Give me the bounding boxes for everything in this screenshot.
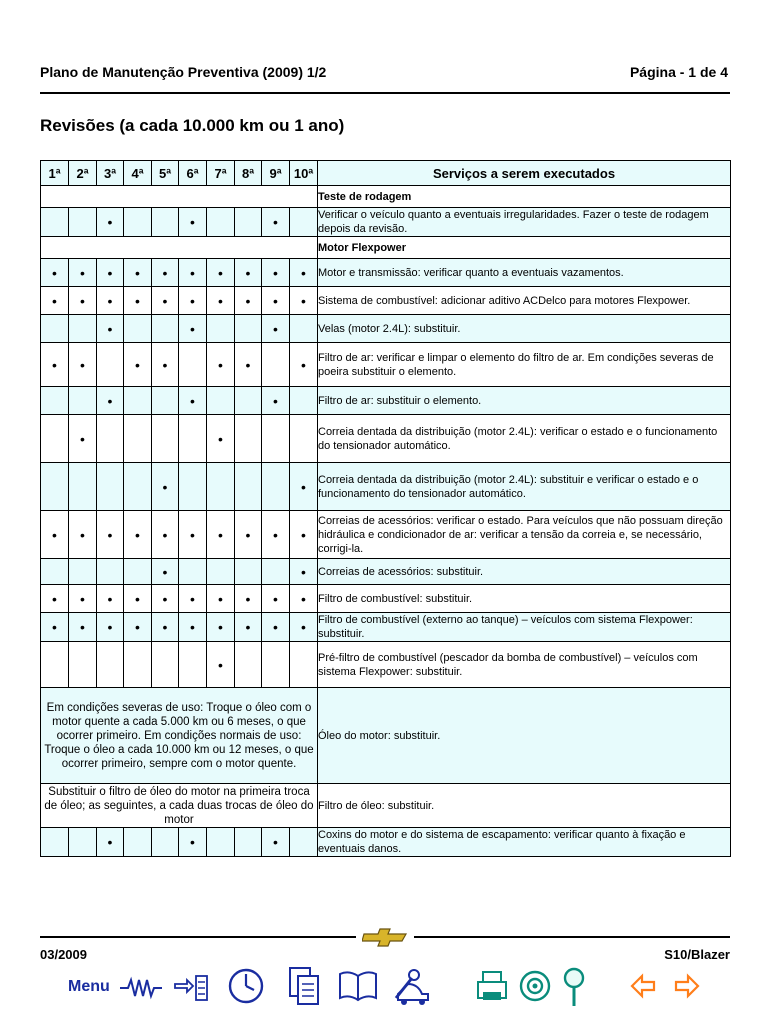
revision-cell-empty: [290, 642, 318, 688]
revision-cell-empty: [97, 343, 124, 387]
section-title: Teste de rodagem: [318, 186, 731, 208]
revision-cell-empty: [41, 387, 69, 415]
revision-mark: •: [124, 343, 152, 387]
revision-mark: •: [235, 585, 262, 613]
revision-cell-empty: [262, 343, 290, 387]
section-title: Motor Flexpower: [318, 237, 731, 259]
revision-cell-empty: [124, 415, 152, 463]
revision-mark: •: [235, 343, 262, 387]
revision-mark: •: [179, 208, 207, 237]
revision-mark: •: [69, 613, 97, 642]
revision-mark: •: [41, 287, 69, 315]
revision-cell-empty: [124, 208, 152, 237]
footer-date: 03/2009: [40, 947, 87, 962]
revision-cell-empty: [69, 642, 97, 688]
revision-mark: •: [262, 828, 290, 857]
revision-mark: •: [262, 208, 290, 237]
revision-mark: •: [262, 613, 290, 642]
revision-mark: •: [179, 511, 207, 559]
revision-cell-empty: [262, 415, 290, 463]
table-row: [41, 613, 731, 642]
service-description: Óleo do motor: substituir.: [318, 688, 731, 784]
header-divider: [40, 92, 730, 94]
table-row: [41, 642, 731, 688]
documents-icon[interactable]: [284, 962, 324, 1010]
revision-mark: •: [124, 259, 152, 287]
printer-icon[interactable]: [474, 962, 510, 1010]
service-description: Sistema de combustível: adicionar aditivo ACDelco para motores Flexpower.: [318, 287, 731, 315]
revision-mark: •: [262, 315, 290, 343]
table-row: [41, 585, 731, 613]
services-column-header: Serviços a serem executados: [318, 161, 731, 186]
revision-cell-empty: [41, 463, 69, 511]
revision-cell-empty: [41, 208, 69, 237]
service-description: Filtro de ar: verificar e limpar o elemento do filtro de ar. Em condições severas de poeira substituir o elemento.: [318, 343, 731, 387]
service-description: Filtro de combustível: substituir.: [318, 585, 731, 613]
revision-cell-empty: [207, 828, 235, 857]
table-row: [41, 287, 731, 315]
service-description: Motor e transmissão: verificar quanto a eventuais vazamentos.: [318, 259, 731, 287]
revision-mark: •: [97, 585, 124, 613]
revision-mark: •: [207, 343, 235, 387]
revision-cell-empty: [290, 208, 318, 237]
revision-mark: •: [152, 259, 179, 287]
revision-mark: •: [124, 287, 152, 315]
revision-mark: •: [97, 315, 124, 343]
revision-cell-empty: [69, 559, 97, 585]
table-header-row: [41, 161, 731, 186]
service-description: Verificar o veículo quanto a eventuais irregularidades. Fazer o teste de rodagem depois da revisão.: [318, 208, 731, 237]
revision-cell-empty: [124, 559, 152, 585]
revision-cell-empty: [124, 828, 152, 857]
revision-cell-empty: [235, 315, 262, 343]
revision-mark: •: [152, 343, 179, 387]
table-row: [41, 387, 731, 415]
revision-mark: •: [124, 511, 152, 559]
revision-mark: •: [290, 343, 318, 387]
revision-cell-empty: [152, 828, 179, 857]
revision-cell-empty: [41, 315, 69, 343]
revision-mark: •: [235, 511, 262, 559]
revision-cell-empty: [41, 559, 69, 585]
revision-mark: •: [290, 511, 318, 559]
revision-mark: •: [179, 613, 207, 642]
revision-cell-empty: [97, 559, 124, 585]
service-note: Substituir o filtro de óleo do motor na primeira troca de óleo; as seguintes, a cada duas trocas de óleo do motor: [41, 784, 318, 828]
revision-mark: •: [290, 613, 318, 642]
table-row: [41, 315, 731, 343]
section-row: [41, 237, 731, 259]
revision-mark: •: [262, 387, 290, 415]
revision-mark: •: [179, 287, 207, 315]
revision-mark: •: [124, 585, 152, 613]
revision-mark: •: [69, 287, 97, 315]
revision-cell-empty: [179, 463, 207, 511]
revision-mark: •: [152, 613, 179, 642]
revision-mark: •: [262, 511, 290, 559]
table-row: [41, 259, 731, 287]
revision-mark: •: [69, 585, 97, 613]
table-row: [41, 828, 731, 857]
revision-mark: •: [262, 287, 290, 315]
pointing-hand-document-icon[interactable]: [172, 962, 210, 1010]
column-header-7: 7ª: [207, 161, 235, 186]
revision-mark: •: [152, 585, 179, 613]
revision-cell-empty: [290, 387, 318, 415]
column-header-5: 5ª: [152, 161, 179, 186]
revision-cell-empty: [207, 315, 235, 343]
revision-cell-empty: [124, 463, 152, 511]
column-header-2: 2ª: [69, 161, 97, 186]
revision-cell-empty: [235, 642, 262, 688]
revision-cell-empty: [152, 642, 179, 688]
revision-cell-empty: [290, 828, 318, 857]
revision-cell-empty: [290, 415, 318, 463]
revision-cell-empty: [207, 208, 235, 237]
column-header-8: 8ª: [235, 161, 262, 186]
revision-mark: •: [97, 287, 124, 315]
revision-cell-empty: [207, 463, 235, 511]
revision-mark: •: [97, 387, 124, 415]
page-number: Página - 1 de 4: [629, 64, 728, 80]
revision-cell-empty: [235, 208, 262, 237]
revision-mark: •: [97, 259, 124, 287]
revision-mark: •: [290, 259, 318, 287]
revision-mark: •: [262, 259, 290, 287]
revision-mark: •: [41, 259, 69, 287]
service-description: Correias de acessórios: verificar o estado. Para veículos que não possuam direção hidráulica e condicionador de ar: verificar a tensão da correia e, se necessário, corrigi-la.: [318, 511, 731, 559]
revision-cell-empty: [124, 387, 152, 415]
service-description: Filtro de ar: substituir o elemento.: [318, 387, 731, 415]
revision-mark: •: [290, 559, 318, 585]
table-row: [41, 559, 731, 585]
revision-cell-empty: [41, 828, 69, 857]
revision-mark: •: [179, 585, 207, 613]
revision-mark: •: [179, 387, 207, 415]
revision-mark: •: [97, 613, 124, 642]
revision-cell-empty: [69, 463, 97, 511]
column-header-10: 10ª: [290, 161, 318, 186]
revision-cell-empty: [152, 315, 179, 343]
revision-cell-empty: [179, 559, 207, 585]
eye-icon[interactable]: [518, 962, 552, 1010]
revision-cell-empty: [124, 315, 152, 343]
revision-mark: •: [69, 511, 97, 559]
revision-mark: •: [41, 511, 69, 559]
revision-mark: •: [235, 287, 262, 315]
revision-mark: •: [124, 613, 152, 642]
revision-cell-empty: [235, 415, 262, 463]
service-description: Correia dentada da distribuição (motor 2.4L): verificar o estado e o funcionamento do tensionador automático.: [318, 415, 731, 463]
revision-cell-empty: [124, 642, 152, 688]
note-row: [41, 688, 731, 784]
service-description: Correias de acessórios: substituir.: [318, 559, 731, 585]
revision-mark: •: [179, 315, 207, 343]
revision-cell-empty: [179, 415, 207, 463]
note-row: [41, 784, 731, 828]
revision-cell-empty: [152, 387, 179, 415]
revision-mark: •: [235, 613, 262, 642]
chevrolet-bowtie-logo: [362, 926, 408, 948]
revision-cell-empty: [69, 315, 97, 343]
column-header-3: 3ª: [97, 161, 124, 186]
revision-cell-empty: [41, 642, 69, 688]
menu-link[interactable]: Menu: [68, 978, 110, 995]
service-note: Em condições severas de uso: Troque o óleo com o motor quente a cada 5.000 km ou 6 meses, o que ocorrer primeiro. Em condições normais de uso: Troque o óleo a cada 10.000 km ou 12 meses, o que ocorrer primeiro, sempre com o motor quente.: [41, 688, 318, 784]
revision-mark: •: [97, 208, 124, 237]
revision-mark: •: [179, 828, 207, 857]
column-header-1: 1ª: [41, 161, 69, 186]
revision-mark: •: [152, 287, 179, 315]
revision-cell-empty: [97, 642, 124, 688]
revision-mark: •: [207, 415, 235, 463]
revision-mark: •: [41, 585, 69, 613]
service-description: Pré-filtro de combustível (pescador da bomba de combustível) – veículos com sistema Flexpower: substituir.: [318, 642, 731, 688]
table-row: [41, 463, 731, 511]
revision-cell-empty: [207, 559, 235, 585]
revision-mark: •: [207, 642, 235, 688]
revision-mark: •: [262, 585, 290, 613]
revision-cell-empty: [69, 387, 97, 415]
revision-mark: •: [152, 511, 179, 559]
table-row: [41, 343, 731, 387]
service-description: Velas (motor 2.4L): substituir.: [318, 315, 731, 343]
table-row: [41, 208, 731, 237]
revision-mark: •: [207, 511, 235, 559]
service-description: Coxins do motor e do sistema de escapamento: verificar quanto à fixação e eventuais danos.: [318, 828, 731, 857]
revision-mark: •: [41, 343, 69, 387]
tools-icon[interactable]: [388, 962, 432, 1010]
section-subtitle: Revisões (a cada 10.000 km ou 1 ano): [40, 116, 345, 135]
revision-cell-empty: [97, 415, 124, 463]
revision-cell-empty: [152, 415, 179, 463]
table-row: [41, 511, 731, 559]
revision-mark: •: [97, 511, 124, 559]
footer-divider-right: [414, 936, 730, 938]
table-row: [41, 415, 731, 463]
revision-cell-empty: [235, 387, 262, 415]
arrow-right-icon[interactable]: [672, 962, 702, 1010]
revision-mark: •: [97, 828, 124, 857]
revision-cell-empty: [262, 559, 290, 585]
revision-cell-empty: [207, 387, 235, 415]
revision-mark: •: [69, 415, 97, 463]
revision-cell-empty: [69, 828, 97, 857]
revision-cell-empty: [41, 415, 69, 463]
service-description: Correia dentada da distribuição (motor 2.4L): substituir e verificar o estado e o funcionamento do tensionador automático.: [318, 463, 731, 511]
service-description: Filtro de óleo: substituir.: [318, 784, 731, 828]
revision-cell-empty: [235, 559, 262, 585]
section-spacer: [41, 237, 318, 259]
revision-cell-empty: [97, 463, 124, 511]
resistor-icon[interactable]: [118, 962, 164, 1010]
footer-divider-left: [40, 936, 356, 938]
revision-mark: •: [207, 613, 235, 642]
revision-cell-empty: [179, 642, 207, 688]
revision-mark: •: [207, 585, 235, 613]
revision-mark: •: [290, 585, 318, 613]
revision-cell-empty: [262, 642, 290, 688]
revision-mark: •: [152, 559, 179, 585]
clock-icon[interactable]: [226, 962, 266, 1010]
revision-cell-empty: [69, 208, 97, 237]
book-icon[interactable]: [336, 962, 380, 1010]
magnifier-icon[interactable]: [560, 962, 588, 1010]
maintenance-table: [40, 160, 731, 857]
revision-cell-empty: [235, 463, 262, 511]
document-title: Plano de Manutenção Preventiva (2009) 1/2: [40, 64, 327, 80]
revision-mark: •: [69, 259, 97, 287]
revision-cell-empty: [290, 315, 318, 343]
revision-cell-empty: [152, 208, 179, 237]
revision-mark: •: [41, 613, 69, 642]
service-description: Filtro de combustível (externo ao tanque) – veículos com sistema Flexpower: substituir.: [318, 613, 731, 642]
section-spacer: [41, 186, 318, 208]
revision-mark: •: [290, 287, 318, 315]
revision-mark: •: [179, 259, 207, 287]
revision-mark: •: [207, 287, 235, 315]
revision-cell-empty: [235, 828, 262, 857]
revision-mark: •: [290, 463, 318, 511]
revision-mark: •: [235, 259, 262, 287]
revision-cell-empty: [179, 343, 207, 387]
revision-mark: •: [207, 259, 235, 287]
column-header-6: 6ª: [179, 161, 207, 186]
footer-model: S10/Blazer: [664, 947, 730, 962]
arrow-left-icon[interactable]: [628, 962, 658, 1010]
column-header-9: 9ª: [262, 161, 290, 186]
section-row: [41, 186, 731, 208]
revision-mark: •: [69, 343, 97, 387]
page-header: [40, 64, 730, 84]
revision-mark: •: [152, 463, 179, 511]
column-header-4: 4ª: [124, 161, 152, 186]
revision-cell-empty: [262, 463, 290, 511]
